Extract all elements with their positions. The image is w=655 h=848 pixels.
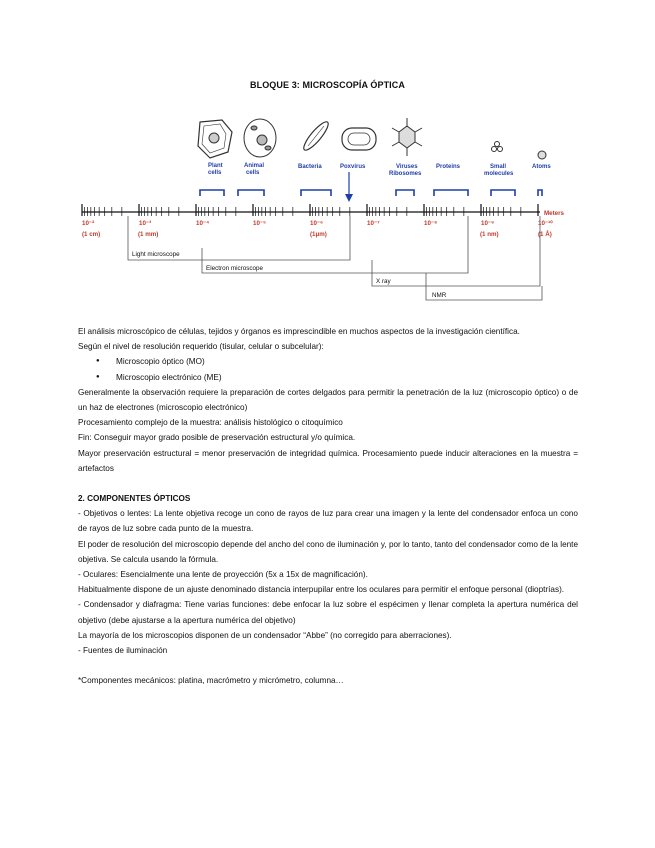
unit-angstrom: (1 Å) bbox=[538, 231, 552, 238]
exp-1e-2: 10⁻² bbox=[82, 220, 95, 227]
paragraph-resolving-power: El poder de resolución del microscopio depende del ancho del cono de iluminación y, por lo tanto, tanto del condensador como de la lente objetiva. Se calcula usando la fórmula. bbox=[78, 539, 578, 564]
range-nmr: NMR bbox=[432, 292, 447, 299]
label-plant-cells: Plant bbox=[208, 163, 223, 169]
paragraph-goal: Fin: Conseguir mayor grado posible de preservación estructural y/o química. bbox=[78, 433, 356, 443]
label-animal-cells-2: cells bbox=[246, 170, 260, 176]
unit-cm: (1 cm) bbox=[82, 231, 101, 238]
label-bacteria: Bacteria bbox=[298, 164, 322, 170]
exp-1e-4: 10⁻⁴ bbox=[196, 220, 210, 227]
size-brackets bbox=[200, 190, 542, 196]
microscopy-scale-figure bbox=[76, 108, 580, 308]
microscope-list bbox=[78, 354, 578, 384]
exp-1e-7: 10⁻⁷ bbox=[367, 220, 380, 227]
paragraph-preparation: Generalmente la observación requiere la preparación de cortes delgados para permitir la penetración de la luz (microscopio óptico) o de un haz de electrones (microscopio electrónico) bbox=[78, 387, 578, 413]
poxvirus-icon bbox=[342, 128, 376, 150]
paragraph-mechanical: *Componentes mecánicos: platina, macrómetro y micrómetro, columna… bbox=[78, 676, 344, 686]
label-plant-cells-2: cells bbox=[208, 170, 222, 176]
range-light-microscope: Light microscope bbox=[132, 251, 180, 258]
exp-1e-3: 10⁻³ bbox=[139, 220, 152, 227]
label-poxvirus: Poxvirus bbox=[340, 164, 366, 170]
small-molecule-icon bbox=[492, 142, 503, 152]
section-heading: 2. COMPONENTES ÓPTICOS bbox=[78, 494, 191, 504]
paragraph-interpupillary: Habitualmente dispone de un ajuste denominado distancia interpupilar entre los oculares para permitir el enfoque personal (dioptrías). bbox=[78, 585, 565, 595]
page-title: BLOQUE 3: MICROSCOPÍA ÓPTICA bbox=[250, 80, 405, 90]
scale-diagram bbox=[76, 108, 580, 308]
unit-um: (1μm) bbox=[310, 231, 327, 238]
paragraph-illumination: - Fuentes de iluminación bbox=[78, 646, 168, 656]
label-animal-cells: Animal bbox=[244, 163, 265, 169]
plant-cell-icon bbox=[198, 120, 232, 158]
label-ribosomes: Ribosomes bbox=[389, 171, 422, 177]
paragraph-condenser: - Condensador y diafragma: Tiene varias funciones: debe enfocar la luz sobre el espécimen y llenar completa la apertura numérica del objetivo (debe ajustarse a la apertura numérica del objetivo) bbox=[78, 600, 578, 625]
virus-icon bbox=[392, 118, 422, 156]
atom-icon bbox=[538, 151, 546, 159]
paragraph-resolution: Según el nivel de resolución requerido (tisular, celular o subcelular): bbox=[78, 342, 324, 352]
document-body bbox=[78, 324, 578, 688]
paragraph-processing: Procesamiento complejo de la muestra: análisis histológico o citoquímico bbox=[78, 418, 343, 428]
label-atoms: Atoms bbox=[532, 164, 551, 170]
animal-cell-icon bbox=[244, 119, 276, 157]
exp-1e-8: 10⁻⁸ bbox=[424, 220, 438, 227]
range-electron-microscope: Electron microscope bbox=[206, 265, 264, 272]
bacteria-icon bbox=[301, 119, 332, 153]
range-xray: X ray bbox=[376, 278, 391, 285]
paragraph-objectives: - Objetivos o lentes: La lente objetiva recoge un cono de rayos de luz para crear una imagen y la lente del condensador enfoca un cono de rayos de luz sobre cada punto de la muestra. bbox=[78, 509, 578, 534]
exp-1e-5: 10⁻⁵ bbox=[253, 220, 267, 227]
label-small: Small bbox=[490, 164, 507, 170]
paragraph-oculars: - Oculares: Esencialmente una lente de proyección (5x a 15x de magnificación). bbox=[78, 570, 368, 580]
scale-axis bbox=[82, 204, 540, 216]
label-viruses: Viruses bbox=[396, 164, 418, 170]
unit-label: Meters bbox=[544, 210, 564, 217]
unit-mm: (1 mm) bbox=[138, 231, 159, 238]
exp-1e-10: 10⁻¹⁰ bbox=[538, 220, 553, 227]
paragraph-intro: El análisis microscópico de células, tejidos y órganos es imprescindible en muchos aspectos de la investigación científica. bbox=[78, 327, 520, 336]
technique-ranges bbox=[128, 216, 542, 300]
exp-1e-6: 10⁻⁶ bbox=[310, 220, 323, 227]
list-item: ● Microscopio electrónico (ME) bbox=[96, 370, 578, 385]
paragraph-preservation: Mayor preservación estructural = menor preservación de integridad química. Procesamiento puede inducir alteraciones en la muestra = artefactos bbox=[78, 448, 578, 473]
list-item: ● Microscopio óptico (MO) bbox=[96, 354, 578, 369]
label-molecules: molecules bbox=[484, 171, 514, 177]
exp-1e-9: 10⁻⁹ bbox=[481, 220, 495, 227]
label-proteins: Proteins bbox=[436, 164, 461, 170]
paragraph-abbe: La mayoría de los microscopios disponen de un condensador “Abbe” (no corregido para aberraciones). bbox=[78, 630, 452, 640]
unit-nm: (1 nm) bbox=[480, 231, 499, 238]
poxvirus-arrow bbox=[345, 172, 353, 202]
